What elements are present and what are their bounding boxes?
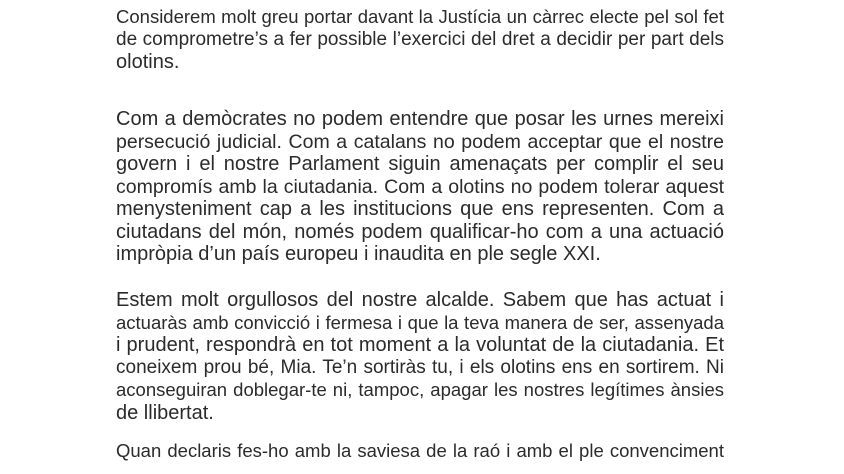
text-line: de comprometre’s a fer possible l’exercici del dret a decidir per part dels (116, 28, 724, 50)
cropped-previous-line (116, 0, 176, 2)
text-line: ciutadans del món, només podem qualificar-ho com a una actuació (116, 220, 724, 243)
text-line: de llibertat. (116, 401, 214, 424)
text-line: actuaràs amb convicció i fermesa i que la teva manera de ser, assenyada (116, 311, 724, 333)
text-line: aconseguiran doblegar-te ni, tampoc, apagar les nostres legítimes ànsies (116, 379, 724, 400)
paragraph-1 (116, 6, 724, 74)
paragraph-4 (116, 440, 724, 463)
text-line: Com a demòcrates no podem entendre que posar les urnes mereixi (116, 108, 724, 130)
text-line: coneixem prou bé, Mia. Te’n sortiràs tu, i els olotins ens en sortirem. Ni (116, 356, 724, 378)
text-line: Considerem molt greu portar davant la Justícia un càrrec electe pel sol fet (116, 6, 724, 27)
paragraph-3 (116, 289, 724, 424)
text-line: impròpia d’un país europeu i inaudita en ple segle XXI. (116, 243, 601, 265)
paragraph-2 (116, 108, 724, 266)
text-line: menysteniment cap a les institucions que ens representen. Com a (116, 198, 724, 220)
text-line: persecució judicial. Com a catalans no podem acceptar que el nostre (116, 130, 724, 153)
text-line: i prudent, respondrà en tot moment a la voluntat de la ciutadania. Et (116, 334, 724, 356)
text-line: compromís amb la ciutadania. Com a olotins no podem tolerar aquest (116, 175, 724, 198)
text-line: Estem molt orgullosos del nostre alcalde. Sabem que has actuat i (116, 289, 724, 311)
text-line: olotins. (116, 51, 180, 73)
text-line: govern i el nostre Parlament siguin amenaçats per complir el seu (116, 153, 724, 175)
text-line: Quan declaris fes-ho amb la saviesa de la raó i amb el ple convenciment (116, 440, 724, 461)
